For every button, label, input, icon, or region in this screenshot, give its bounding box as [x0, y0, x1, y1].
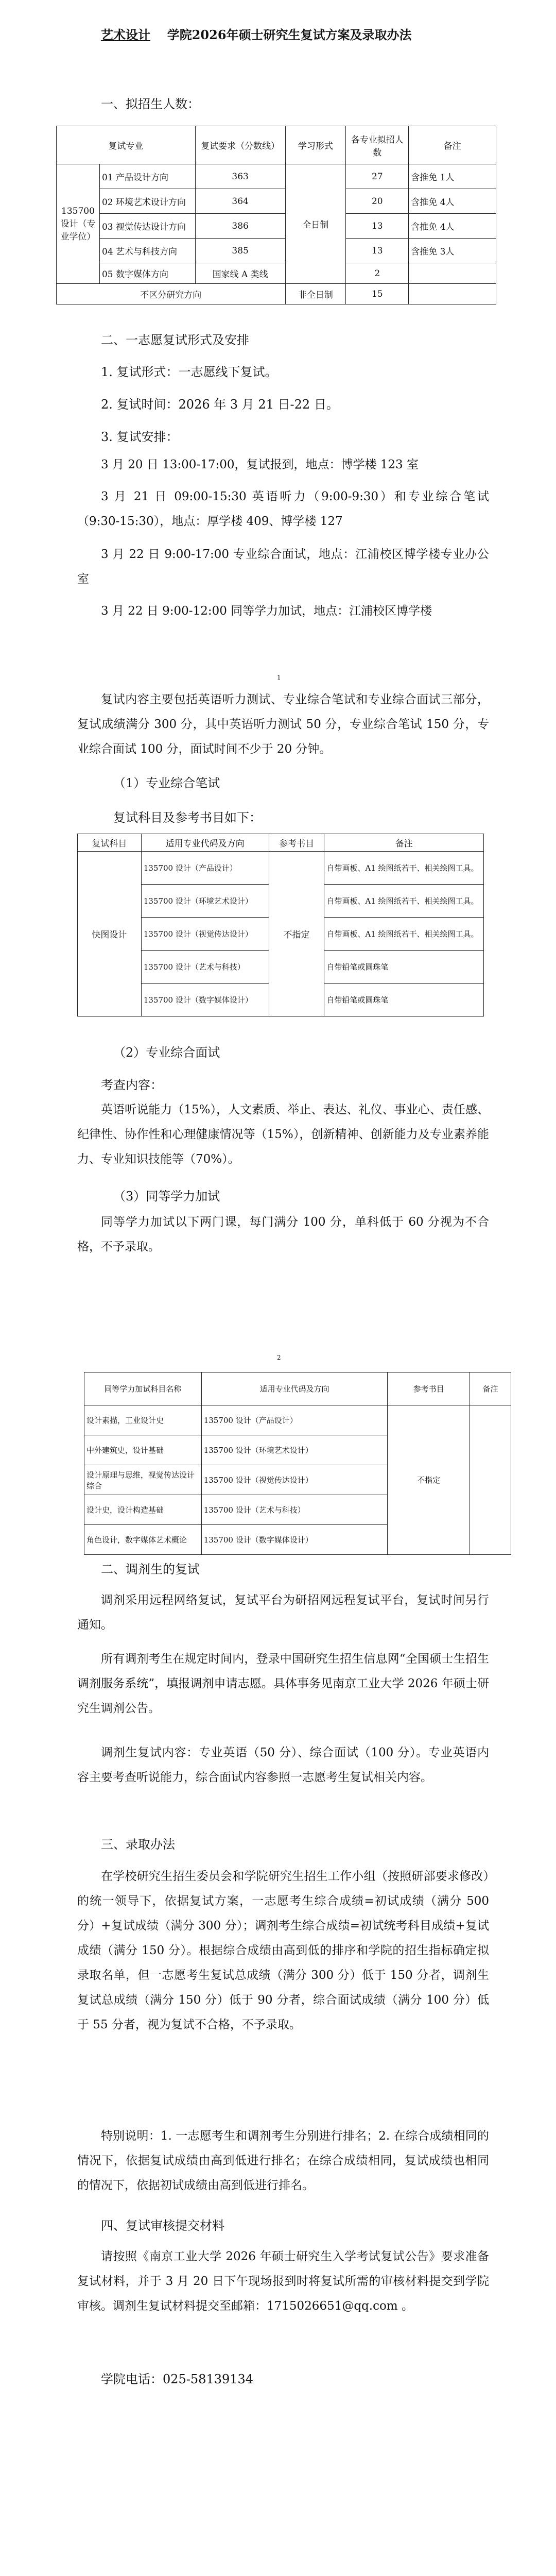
count-cell: 13 — [346, 239, 409, 263]
page-number: 1 — [277, 674, 281, 681]
eq-dir: 135700 设计（艺术与科技） — [201, 1495, 388, 1525]
eq-subject: 角色设计，数字媒体艺术概论 — [84, 1525, 202, 1555]
adjust-heading: 二、调剂生的复试 — [101, 1562, 200, 1577]
enrollment-table — [56, 126, 496, 304]
page-number: 2 — [277, 1354, 281, 1361]
exam-dir: 135700 设计（视觉传达设计） — [141, 918, 269, 951]
exam-subject: 快图设计 — [78, 852, 142, 1016]
dir-cell: 03 视觉传达设计方向 — [99, 214, 195, 239]
schedule-4: 3 月 22 日 9:00-12:00 同等学力加试，地点：江浦校区博学楼 — [101, 604, 432, 618]
title-prefix: 艺术设计 — [101, 27, 150, 42]
score-cell: 386 — [195, 214, 285, 239]
parttime-cell: 非全日制 — [285, 284, 346, 304]
sub-written: （1）专业综合笔试 — [113, 776, 220, 790]
item-3: 3. 复试安排： — [101, 430, 179, 444]
exam-header-note: 备注 — [324, 834, 484, 852]
count-cell: 27 — [346, 164, 409, 189]
note-cell: 含推免 4人 — [409, 214, 496, 239]
sub-equivalent: （3）同等学力加试 — [113, 1189, 220, 1204]
exam-header-ref: 参考书目 — [269, 834, 324, 852]
college-phone: 学院电话：025-58139134 — [101, 2372, 254, 2386]
equivalent-text: 同等学力加试以下两门课，每门满分 100 分，单科低于 60 分视为不合格，不予录取。 — [77, 1215, 489, 1253]
exam-ref: 不指定 — [269, 852, 324, 1016]
exam-header-subject: 复试科目 — [78, 834, 142, 852]
exam-note: 自带铅笔或圆珠笔 — [324, 951, 484, 984]
sub-written-note: 复试科目及参考书目如下： — [113, 810, 262, 825]
score-cell: 国家线 A 类线 — [195, 263, 285, 284]
page-title — [101, 25, 412, 43]
review-heading: 四、复试审核提交材料 — [101, 2218, 224, 2233]
note-cell: 含推免 4人 — [409, 189, 496, 214]
eq-subject: 设计原理与思维，视觉传达设计综合 — [84, 1465, 202, 1495]
admission-heading: 三、录取办法 — [101, 1837, 175, 1852]
header-mode: 学习形式 — [285, 126, 346, 164]
exam-dir: 135700 设计（艺术与科技） — [141, 951, 269, 984]
review-p1: 请按照《南京工业大学 2026 年硕士研究生入学考试复试公告》要求准备复试材料，并于 3 月 20 日下午现场报到时将复试所需的审核材料提交到学院审核。调剂生复试材料提交至邮箱：1715026651@qq.com 。 — [77, 2250, 489, 2313]
eq-subject: 设计史，设计构造基础 — [84, 1495, 202, 1525]
parttime-count-cell: 15 — [346, 284, 409, 304]
eq-header-dir: 适用专业代码及方向 — [201, 1372, 388, 1405]
dir-cell: 01 产品设计方向 — [99, 164, 195, 189]
dir-cell: 02 环境艺术设计方向 — [99, 189, 195, 214]
eq-header-note: 备注 — [470, 1372, 511, 1405]
item-1: 1. 复试形式：一志愿线下复试。 — [101, 365, 277, 379]
eq-dir: 135700 设计（产品设计） — [201, 1405, 388, 1435]
exam-note: 自带画板、A1 绘图纸若干、相关绘图工具。 — [324, 885, 484, 918]
eq-dir: 135700 设计（数字媒体设计） — [201, 1525, 388, 1555]
count-cell: 20 — [346, 189, 409, 214]
count-cell: 13 — [346, 214, 409, 239]
exam-intro: 复试内容主要包括英语听力测试、专业综合笔试和专业综合面试三部分，复试成绩满分 300 分，其中英语听力测试 50 分，专业综合笔试 150 分，专业综合面试 100 分，面试时间不少于 20 分钟。 — [77, 693, 489, 756]
dir-cell: 04 艺术与科技方向 — [99, 239, 195, 263]
score-cell: 363 — [195, 164, 285, 189]
exam-note: 自带画板、A1 绘图纸若干、相关绘图工具。 — [324, 852, 484, 885]
exam-note: 自带画板、A1 绘图纸若干、相关绘图工具。 — [324, 918, 484, 951]
title-rest: 学院2026年硕士研究生复试方案及录取办法 — [167, 27, 412, 42]
header-count: 各专业拟招人数 — [346, 126, 409, 164]
schedule-1: 3 月 20 日 13:00-17:00，复试报到，地点：博学楼 123 室 — [101, 458, 419, 471]
sub-interview: （2）专业综合面试 — [113, 1045, 220, 1060]
equivalent-table — [84, 1372, 511, 1555]
note-cell: 含推免 3人 — [409, 239, 496, 263]
count-cell: 2 — [346, 263, 409, 284]
item-2: 2. 复试时间：2026 年 3 月 21 日-22 日。 — [101, 397, 339, 412]
interview-text: 英语听说能力（15%），人文素质、举止、表达、礼仪、事业心、责任感、纪律性、协作性和心理健康情况等（15%），创新精神、创新能力及专业素养能力、专业知识技能等（70%）。 — [77, 1103, 489, 1166]
note-cell — [409, 263, 496, 284]
admission-p2: 特别说明：1. 一志愿考生和调剂考生分别进行排名；2. 在综合成绩相同的情况下，依据复试成绩由高到低进行排名；在综合成绩相同，复试成绩也相同的情况下，依据初试成绩由高到低进行排名。 — [77, 2129, 489, 2192]
exam-dir: 135700 设计（产品设计） — [141, 852, 269, 885]
admission-p1: 在学校研究生招生委员会和学院研究生招生工作小组（按照研部要求修改）的统一领导下，依据复试方案，一志愿考生综合成绩=初试成绩（满分 500 分）+复试成绩（满分 300 分）；调剂考生综合成绩=初试统考科目成绩+复试成绩（满分 150 分）。根据综合成绩由高到低的排序和学院的招生指标确定拟录取名单，但一志愿考生复试总成绩（满分 300 分）低于 150 分者，调剂生复试总成绩（满分 150 分）低于 90 分者，综合面试成绩（满分 100 分）低于 55 分者，视为复试不合格，不予录取。 — [77, 1870, 489, 2031]
eq-dir: 135700 设计（视觉传达设计） — [201, 1465, 388, 1495]
dir-cell: 05 数字媒体方向 — [99, 263, 195, 284]
eq-header-ref: 参考书目 — [388, 1372, 470, 1405]
section1-heading: 一、拟招生人数： — [101, 97, 200, 111]
schedule-3: 3 月 22 日 9:00-17:00 专业综合面试，地点：江浦校区博学楼专业办公室 — [77, 548, 489, 586]
eq-header-subject: 同等学力加试科目名称 — [84, 1372, 202, 1405]
header-major: 复试专业 — [57, 126, 196, 164]
exam-note: 自带铅笔或圆珠笔 — [324, 984, 484, 1016]
schedule-2: 3 月 21 日 09:00-15:30 英语听力（9:00-9:30）和专业综合笔试（9:30-15:30），地点：厚学楼 409、博学楼 127 — [77, 490, 489, 528]
nondirection-cell: 不区分研究方向 — [57, 284, 286, 304]
exam-dir: 135700 设计（环境艺术设计） — [141, 885, 269, 918]
header-note: 备注 — [409, 126, 496, 164]
score-cell: 364 — [195, 189, 285, 214]
mode-cell: 全日制 — [285, 164, 346, 284]
eq-dir: 135700 设计（环境艺术设计） — [201, 1435, 388, 1465]
exam-table — [77, 834, 484, 1016]
adjust-p3: 调剂生复试内容：专业英语（50 分）、综合面试（100 分）。专业英语内容主要考查听说能力，综合面试内容参照一志愿考生复试相关内容。 — [77, 1746, 489, 1784]
score-cell: 385 — [195, 239, 285, 263]
note-cell: 含推免 1人 — [409, 164, 496, 189]
adjust-p1: 调剂采用远程网络复试，复试平台为研招网远程复试平台，复试时间另行通知。 — [77, 1594, 489, 1632]
interview-label: 考查内容： — [101, 1078, 163, 1092]
adjust-p2: 所有调剂考生在规定时间内，登录中国研究生招生信息网“全国硕士生招生调剂服务系统”，填报调剂申请志愿。具体事务见南京工业大学 2026 年硕士研究生调剂公告。 — [77, 1652, 489, 1715]
eq-ref: 不指定 — [388, 1405, 470, 1555]
exam-dir: 135700 设计（数字媒体设计） — [141, 984, 269, 1016]
eq-subject: 中外建筑史，设计基础 — [84, 1435, 202, 1465]
header-score: 复试要求（分数线） — [195, 126, 285, 164]
exam-header-dir: 适用专业代码及方向 — [141, 834, 269, 852]
section2-heading: 二、一志愿复试形式及安排 — [101, 333, 249, 347]
major-cell: 135700 设计（专业学位） — [57, 164, 100, 284]
eq-subject: 设计素描，工业设计史 — [84, 1405, 202, 1435]
